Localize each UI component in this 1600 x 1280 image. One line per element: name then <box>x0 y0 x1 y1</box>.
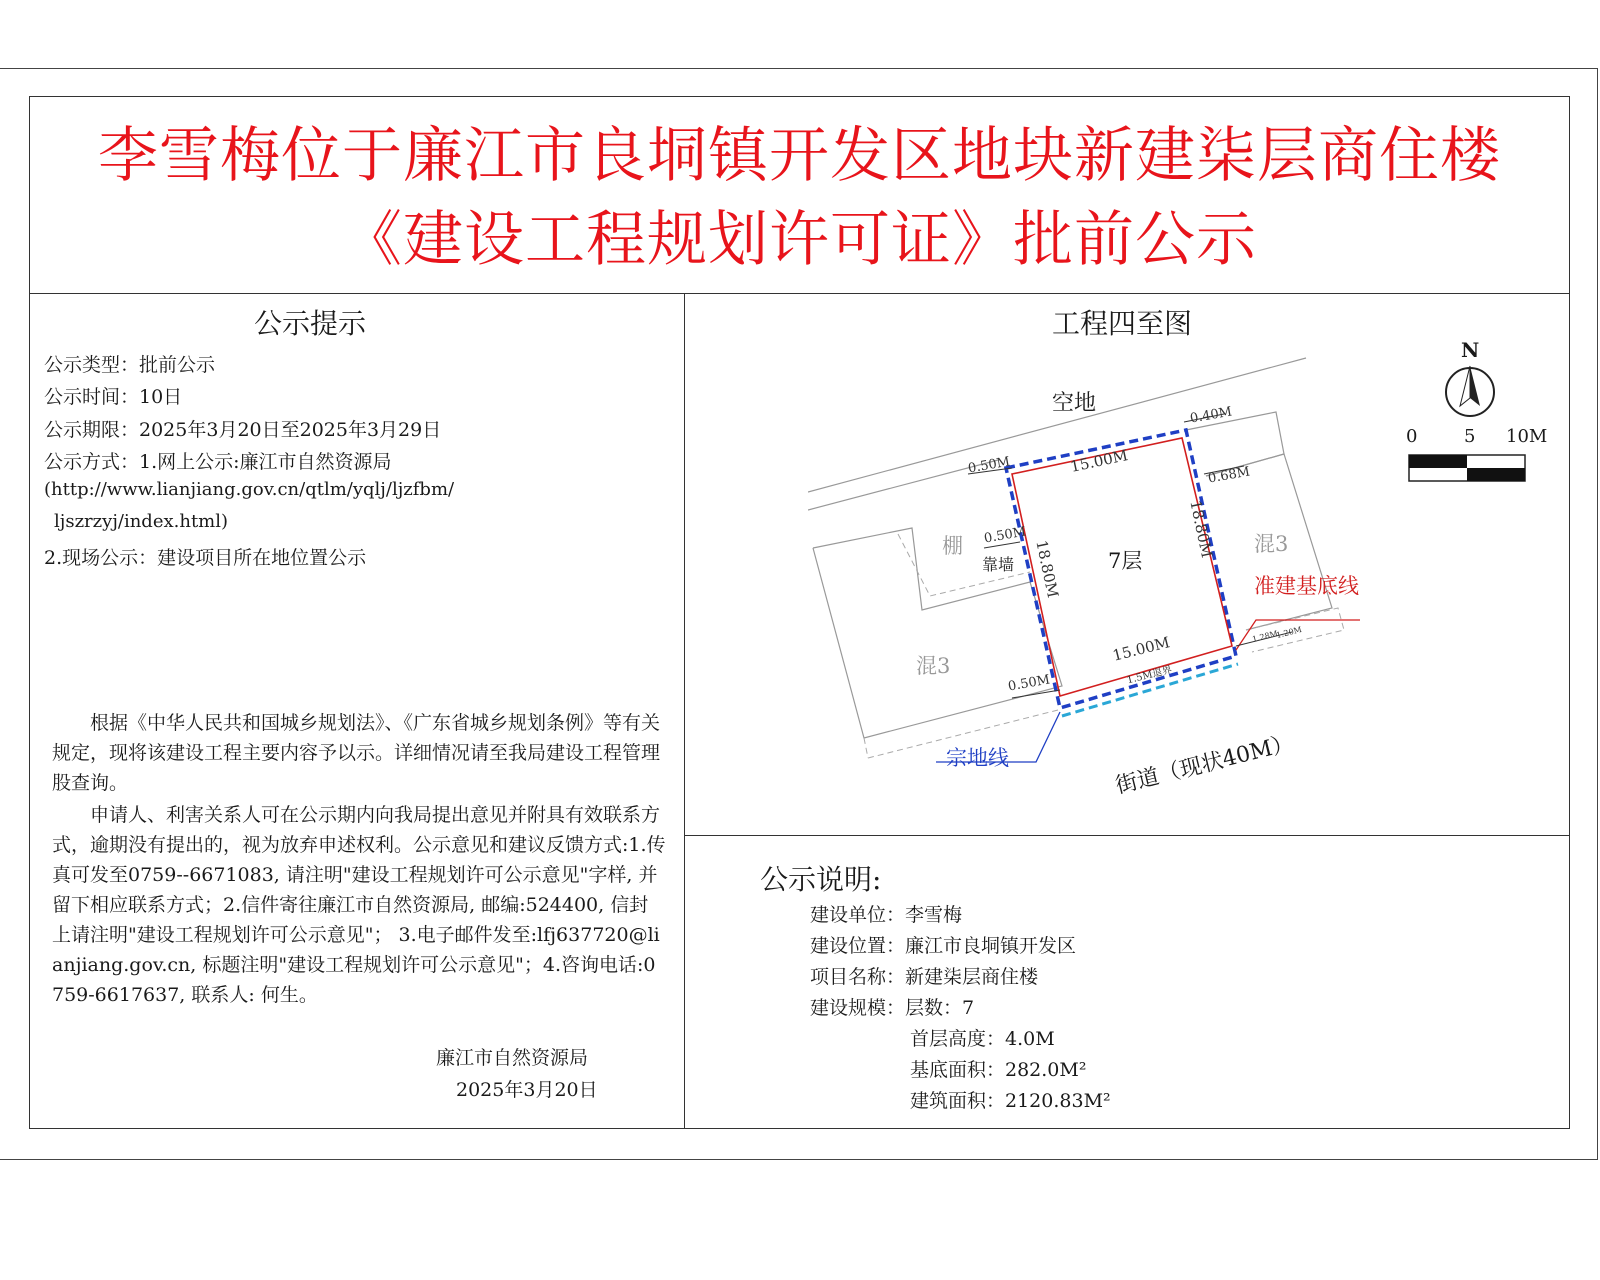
label-shed: 棚 <box>942 534 963 558</box>
notice-paragraph-1: 根据《中华人民共和国城乡规划法》、《广东省城乡规划条例》等有关规定，现将该建设工程主要内容予以示。详细情况请至我局建设工程管理股查询。 <box>52 712 661 794</box>
explain-unit: 建设单位：李雪梅 <box>810 904 963 926</box>
label-parcel-line: 宗地线 <box>946 746 1009 770</box>
title-divider <box>29 293 1570 294</box>
label-street: 街道（现状40M） <box>1113 730 1297 800</box>
scale-bar <box>1408 454 1528 484</box>
dim-bottom-left-setback: 0.50M <box>1007 672 1052 695</box>
north-label: N <box>1461 338 1480 362</box>
explain-gross-area: 建筑面积：2120.83M² <box>910 1090 1111 1112</box>
diagram-heading: 工程四至图 <box>1052 307 1193 340</box>
explain-project: 项目名称：新建柒层商住楼 <box>810 966 1039 988</box>
notice-url-2: ljszrzyj/index.html) <box>54 511 229 532</box>
dim-br-a: 1.28M <box>1251 628 1279 645</box>
notice-onsite: 2.现场公示：建设项目所在地位置公示 <box>44 547 367 569</box>
notice-paragraph-2: 申请人、利害关系人可在公示期内向我局提出意见并附具有效联系方式，逾期没有提出的，视为放弃申述权利。公示意见和建议反馈方式:1.传真可发至0759--6671083, 请注明"建设工程规划许可公示意见"字样, 并留下相应联系方式；2.信件寄往廉江市自然资源局, 邮编:524400, 信封上请注明"建设工程规划许可公示意见"； 3.电子邮件发至:lfj637720@lianjiang.gov.cn, 标题注明"建设工程规划许可公示意见"；4.咨询电话:0759-6617637, 联系人: 何生。 <box>52 804 666 1006</box>
column-divider <box>684 293 685 1129</box>
label-floors: 7层 <box>1108 549 1143 573</box>
notice-url-1: (http://www.lianjiang.gov.cn/qtlm/yqlj/ljzfbm/ <box>44 479 455 500</box>
explain-scale: 建设规模：层数：7 <box>810 997 975 1019</box>
label-empty-land: 空地 <box>1052 391 1097 416</box>
explain-base-area: 基底面积：282.0M² <box>910 1059 1087 1081</box>
dim-br-b: 1.20M <box>1275 624 1303 641</box>
notice-period: 公示期限：2025年3月20日至2025年3月29日 <box>44 419 442 441</box>
left-building <box>813 528 1062 738</box>
label-against-wall: 靠墙 <box>982 555 1015 574</box>
label-base-line: 准建基底线 <box>1254 574 1359 598</box>
notice-heading: 公示提示 <box>254 307 367 340</box>
dim-top-right-setback: 0.40M <box>1189 404 1234 427</box>
dim-right-length: 18.80M <box>1186 498 1217 560</box>
notice-type: 公示类型：批前公示 <box>44 354 216 376</box>
title-line-2: 《建设工程规划许可证》批前公示 <box>342 205 1257 275</box>
dim-top-length: 15.00M <box>1068 446 1130 476</box>
left-building-dash <box>864 738 868 758</box>
notice-method: 公示方式：1.网上公示:廉江市自然资源局 <box>44 451 392 473</box>
explain-heading: 公示说明: <box>760 863 882 896</box>
label-mixed-right: 混3 <box>1254 532 1289 556</box>
scale-tick-5: 5 <box>1464 426 1476 447</box>
notice-time: 公示时间：10日 <box>44 386 183 408</box>
diagram-divider <box>684 835 1570 836</box>
issuer: 廉江市自然资源局 <box>436 1047 589 1069</box>
dim-bottom-setback: 1.5M退界 <box>1125 664 1174 687</box>
dim-top-left-setback: 0.50M <box>967 454 1012 477</box>
dim-right-setback: 0.68M <box>1207 464 1252 487</box>
scale-tick-10: 10M <box>1506 426 1548 447</box>
explain-first-floor: 首层高度：4.0M <box>910 1028 1055 1050</box>
issue-date: 2025年3月20日 <box>456 1079 598 1101</box>
title-line-1: 李雪梅位于廉江市良垌镇开发区地块新建柒层商住楼 <box>98 121 1501 191</box>
scale-tick-0: 0 <box>1406 426 1418 447</box>
label-mixed-left: 混3 <box>916 654 951 678</box>
explain-location: 建设位置：廉江市良垌镇开发区 <box>810 935 1077 957</box>
dim-left-setback: 0.50M <box>983 524 1028 547</box>
dim-bottom-length: 15.00M <box>1110 633 1172 665</box>
dim-left-length: 18.80M <box>1032 538 1063 600</box>
